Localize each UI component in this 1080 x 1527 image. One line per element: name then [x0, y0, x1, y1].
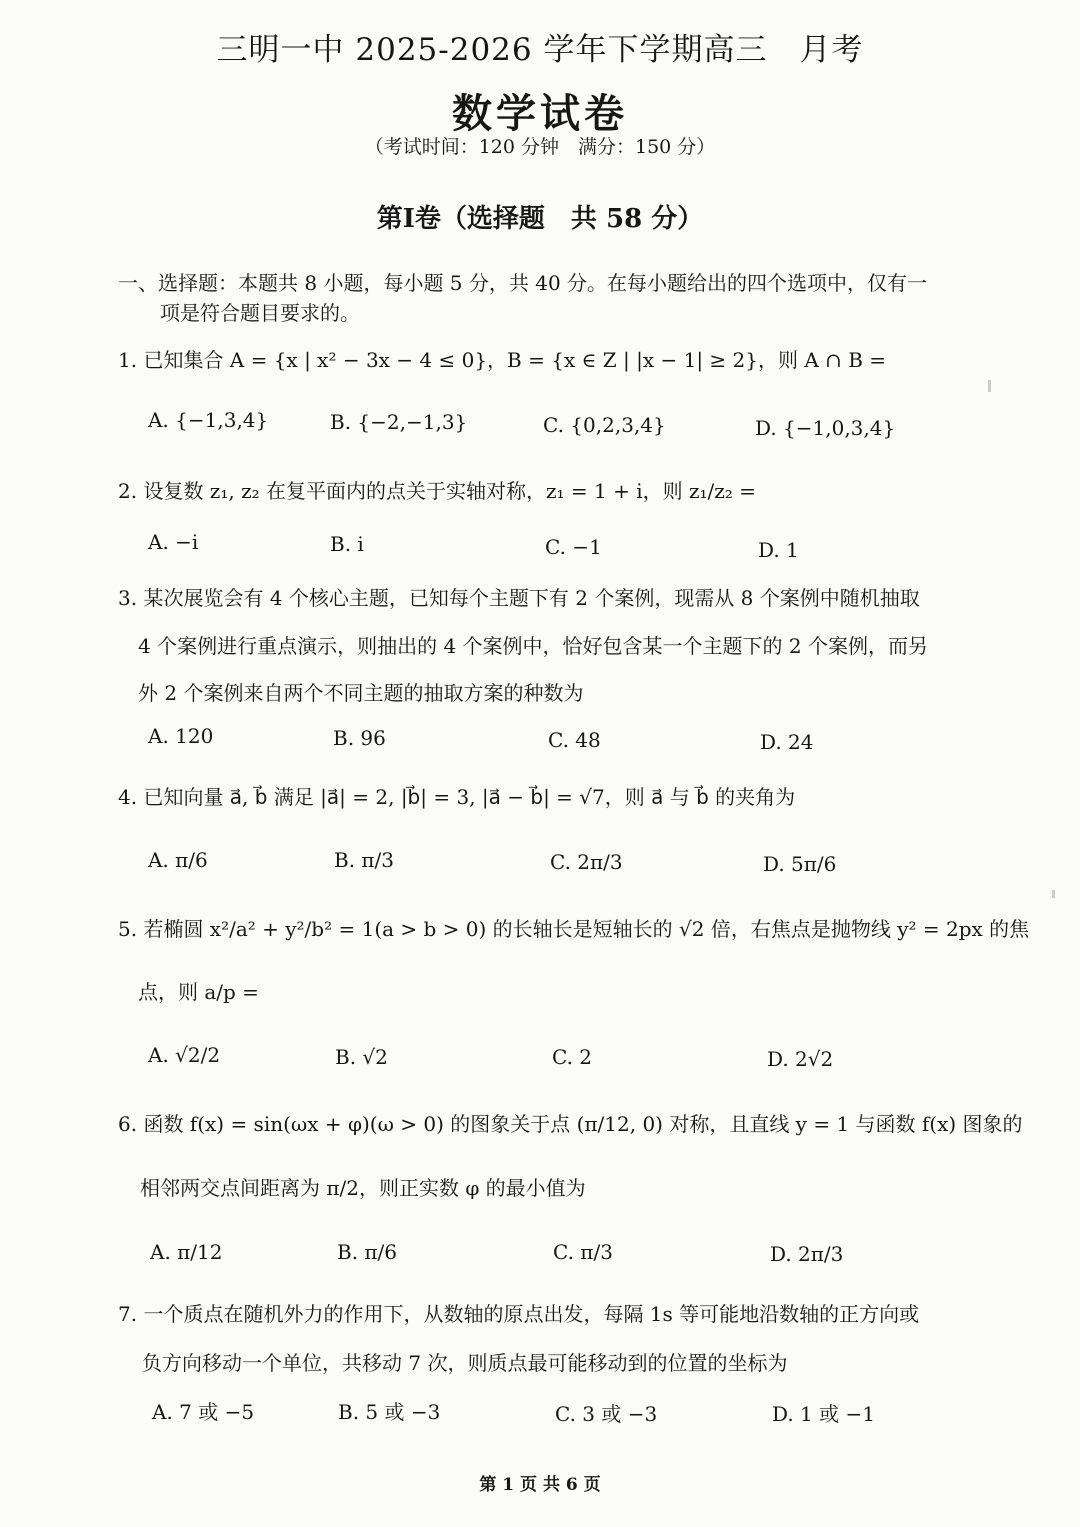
question-1-option-c: C. {0,2,3,4}	[543, 413, 666, 437]
question-3-option-c: C. 48	[548, 728, 601, 752]
question-5-option-a: A. √2/2	[148, 1043, 221, 1067]
question-3-stem-line-2: 4 个案例进行重点演示，则抽出的 4 个案例中，恰好包含某一个主题下的 2 个案例，而另	[138, 634, 928, 658]
section-instruction-line-2: 项是符合题目要求的。	[160, 301, 360, 325]
question-7-stem-line-1: 7. 一个质点在随机外力的作用下，从数轴的原点出发，每隔 1s 等可能地沿数轴的正方向或	[118, 1302, 920, 1326]
question-5-option-c: C. 2	[552, 1045, 593, 1069]
question-4-option-d: D. 5π/6	[763, 852, 837, 876]
section-instruction-line-1: 一、选择题：本题共 8 小题，每小题 5 分，共 40 分。在每小题给出的四个选项中，仅有一	[118, 271, 928, 295]
question-4-stem: 4. 已知向量 a⃗, b⃗ 满足 |a⃗| = 2, |b⃗| = 3, |a⃗ − b⃗| = √7，则 a⃗ 与 b⃗ 的夹角为	[118, 785, 796, 809]
question-4-option-c: C. 2π/3	[550, 850, 623, 874]
question-1-option-d: D. {−1,0,3,4}	[755, 416, 896, 440]
question-1-stem: 1. 已知集合 A = {x | x² − 3x − 4 ≤ 0}，B = {x ∈ Z | |x − 1| ≥ 2}，则 A ∩ B =	[118, 348, 887, 372]
question-2-option-c: C. −1	[545, 535, 602, 559]
question-7-option-b: B. 5 或 −3	[338, 1400, 441, 1424]
question-2-option-a: A. −i	[148, 530, 199, 554]
page-footer: 第 1 页 共 6 页	[479, 1475, 601, 1495]
question-3-stem-line-1: 3. 某次展览会有 4 个核心主题，已知每个主题下有 2 个案例，现需从 8 个案例中随机抽取	[118, 586, 920, 610]
question-3-option-b: B. 96	[333, 726, 386, 750]
question-2-stem: 2. 设复数 z₁, z₂ 在复平面内的点关于实轴对称，z₁ = 1 + i，则 z₁/z₂ =	[118, 479, 756, 503]
question-6-option-b: B. π/6	[337, 1240, 398, 1264]
question-5-stem-line-1: 5. 若椭圆 x²/a² + y²/b² = 1(a > b > 0) 的长轴长是短轴长的 √2 倍，右焦点是抛物线 y² = 2px 的焦	[118, 917, 1030, 941]
question-5-option-d: D. 2√2	[767, 1047, 834, 1071]
scan-artifact	[1052, 890, 1055, 898]
question-3-option-a: A. 120	[148, 724, 214, 748]
exam-info: （考试时间：120 分钟 满分：150 分）	[364, 136, 716, 158]
question-3-option-d: D. 24	[760, 730, 814, 754]
question-6-stem-line-1: 6. 函数 f(x) = sin(ωx + φ)(ω > 0) 的图象关于点 (π/12, 0) 对称，且直线 y = 1 与函数 f(x) 图象的	[118, 1112, 1023, 1136]
question-7-option-c: C. 3 或 −3	[555, 1402, 658, 1426]
scan-artifact	[988, 380, 991, 392]
question-7-option-d: D. 1 或 −1	[772, 1402, 875, 1426]
school-exam-title: 三明一中 2025-2026 学年下学期高三 月考	[216, 32, 864, 68]
section-heading: 第Ⅰ卷（选择题 共 58 分）	[376, 204, 704, 234]
question-6-option-c: C. π/3	[553, 1240, 613, 1264]
question-1-option-b: B. {−2,−1,3}	[330, 410, 468, 434]
question-5-stem-line-2: 点，则 a/p =	[138, 980, 259, 1004]
subject-title: 数学试卷	[452, 90, 628, 137]
question-2-option-b: B. i	[330, 532, 364, 556]
question-6-option-d: D. 2π/3	[770, 1242, 844, 1266]
question-7-option-a: A. 7 或 −5	[152, 1400, 255, 1424]
question-6-option-a: A. π/12	[150, 1240, 223, 1264]
question-4-option-a: A. π/6	[148, 848, 208, 872]
question-6-stem-line-2: 相邻两交点间距离为 π/2，则正实数 φ 的最小值为	[140, 1176, 586, 1200]
question-1-option-a: A. {−1,3,4}	[148, 408, 269, 432]
question-7-stem-line-2: 负方向移动一个单位，共移动 7 次，则质点最可能移动到的位置的坐标为	[142, 1351, 788, 1375]
question-3-stem-line-3: 外 2 个案例来自两个不同主题的抽取方案的种数为	[138, 681, 584, 705]
question-2-option-d: D. 1	[758, 538, 799, 562]
question-5-option-b: B. √2	[335, 1045, 388, 1069]
question-4-option-b: B. π/3	[334, 848, 395, 872]
